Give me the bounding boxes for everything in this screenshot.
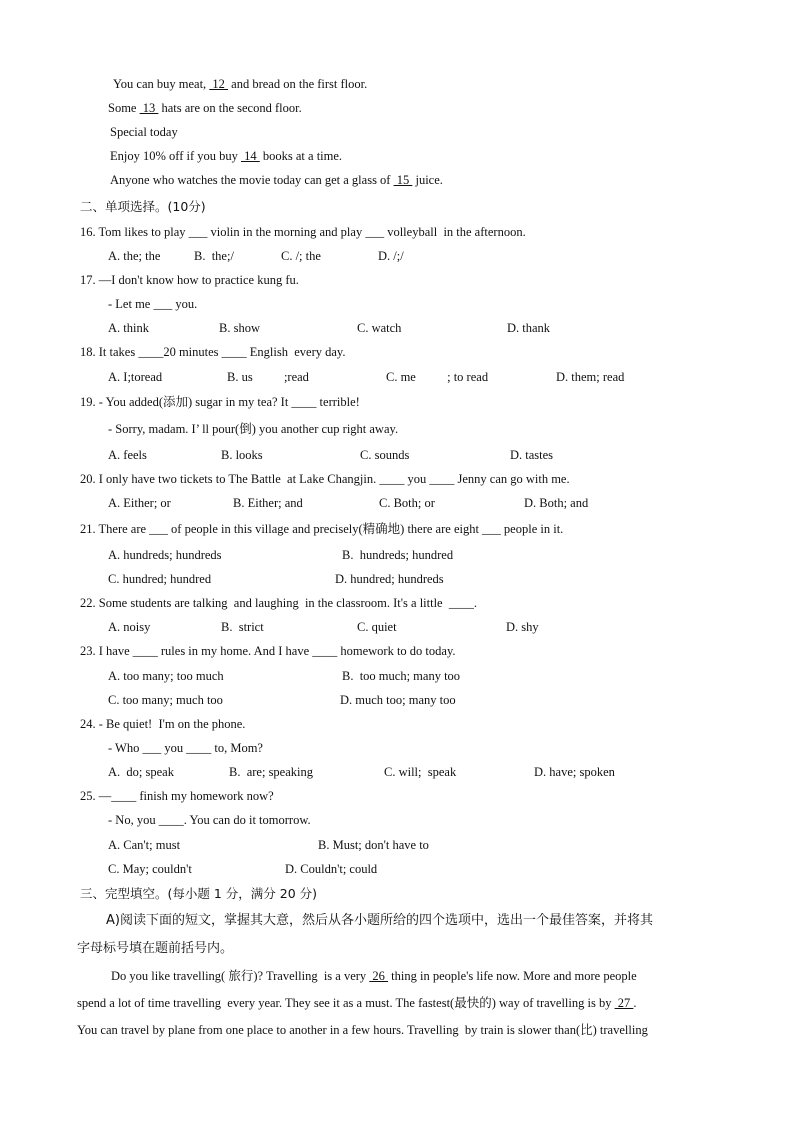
- q20-option-a: A. Either; or: [108, 496, 171, 510]
- q25-option-b: B. Must; don't have to: [318, 838, 429, 852]
- notice-line-5: [110, 172, 443, 188]
- text: thing in people's life now. More and more people: [388, 969, 637, 983]
- blank-13: 13: [139, 101, 159, 115]
- notice-line-1: [113, 76, 367, 92]
- text: juice.: [412, 173, 443, 187]
- q25-option-c: C. May; couldn't: [108, 862, 192, 876]
- q25-stem-2: - No, you ____. You can do it tomorrow.: [108, 813, 311, 827]
- q20-stem: 20. I only have two tickets to The Battle at Lake Changjin. ____ you ____ Jenny can go with me.: [80, 472, 570, 486]
- q23-option-d: D. much too; many too: [340, 693, 456, 707]
- q18-option-c: C. me ; to read: [386, 370, 489, 384]
- text: Do you like travelling( 旅行)? Travelling is a very: [111, 969, 370, 983]
- blank-14: 14: [241, 149, 260, 163]
- q23-option-c: C. too many; much too: [108, 693, 223, 707]
- q18-option-d: D. them; read: [556, 370, 625, 384]
- q16-option-a: A. the; the: [108, 249, 161, 263]
- q19-stem-2: - Sorry, madam. I’ ll pour(倒) you another cup right away.: [108, 422, 399, 436]
- notice-line-4: [110, 148, 342, 164]
- passage-line-2: [77, 995, 636, 1011]
- q23-option-b: B. too much; many too: [342, 669, 461, 683]
- q20-option-c: C. Both; or: [379, 496, 435, 510]
- q19-stem: 19. - You added(添加) sugar in my tea? It ____ terrible!: [80, 395, 360, 409]
- q22-option-a: A. noisy: [108, 620, 151, 634]
- q20-option-d: D. Both; and: [524, 496, 589, 510]
- q17-stem-2: - Let me ___ you.: [108, 297, 198, 311]
- section-3-instruction-2: 字母标号填在题前括号内。: [77, 941, 234, 956]
- q16-stem: 16. Tom likes to play ___ violin in the morning and play ___ volleyball in the afternoon.: [80, 225, 526, 239]
- text: books at a time.: [259, 149, 343, 163]
- q18-option-a: A. I;toread: [108, 370, 163, 384]
- blank-12: 12: [209, 77, 229, 91]
- q23-stem: 23. I have ____ rules in my home. And I have ____ homework to do today.: [80, 644, 456, 658]
- q18-stem: 18. It takes ____20 minutes ____ English every day.: [80, 345, 346, 359]
- q19-option-d: D. tastes: [510, 448, 554, 462]
- text: Anyone who watches the movie today can get a glass of: [110, 173, 394, 187]
- q17-option-c: C. watch: [357, 321, 402, 335]
- q22-option-d: D. shy: [506, 620, 539, 634]
- text: and bread on the first floor.: [228, 77, 368, 91]
- text: .: [633, 996, 637, 1010]
- q24-option-c: C. will; speak: [384, 765, 457, 779]
- q18-option-b: B. us ;read: [227, 370, 309, 384]
- q19-option-c: C. sounds: [360, 448, 410, 462]
- passage-line-3: You can travel by plane from one place to another in a few hours. Travelling by train is slower than(比) travelling: [77, 1023, 648, 1037]
- q17-option-b: B. show: [219, 321, 260, 335]
- section-2-heading: 二、单项选择。(10分): [80, 199, 206, 214]
- q25-option-a: A. Can't; must: [108, 838, 181, 852]
- q19-option-a: A. feels: [108, 448, 147, 462]
- blank-26: 26: [369, 969, 389, 983]
- text: spend a lot of time travelling every year. They see it as a must. The fastest(最快的) way of travelling is by: [77, 996, 615, 1010]
- q24-option-d: D. have; spoken: [534, 765, 615, 779]
- q17-option-d: D. thank: [507, 321, 551, 335]
- blank-27: 27: [614, 996, 634, 1010]
- text: hats are on the second floor.: [158, 101, 302, 115]
- q16-option-c: C. /; the: [281, 249, 321, 263]
- q17-option-a: A. think: [108, 321, 149, 335]
- q25-stem: 25. —____ finish my homework now?: [80, 789, 274, 803]
- q24-stem: 24. - Be quiet! I'm on the phone.: [80, 717, 246, 731]
- q19-option-b: B. looks: [221, 448, 263, 462]
- q21-option-b: B. hundreds; hundred: [342, 548, 454, 562]
- text: Some: [108, 101, 140, 115]
- notice-line-3: Special today: [110, 125, 178, 139]
- q16-option-b: B. the;/: [194, 249, 234, 263]
- text: Enjoy 10% off if you buy: [110, 149, 242, 163]
- q17-stem: 17. —I don't know how to practice kung fu.: [80, 273, 299, 287]
- blank-15: 15: [393, 173, 413, 187]
- q24-option-a: A. do; speak: [108, 765, 174, 779]
- q22-option-b: B. strict: [221, 620, 264, 634]
- q21-option-c: C. hundred; hundred: [108, 572, 212, 586]
- passage-line-1: [111, 968, 637, 984]
- q21-stem: 21. There are ___ of people in this village and precisely(精确地) there are eight ___ people in it.: [80, 522, 564, 536]
- q16-option-d: D. /;/: [378, 249, 404, 263]
- q21-option-a: A. hundreds; hundreds: [108, 548, 222, 562]
- section-3-heading: 三、完型填空。(每小题 1 分，满分 20 分): [80, 886, 318, 901]
- q20-option-b: B. Either; and: [233, 496, 303, 510]
- notice-line-2: [108, 100, 302, 116]
- q22-stem: 22. Some students are talking and laughing in the classroom. It's a little ____.: [80, 596, 477, 610]
- q25-option-d: D. Couldn't; could: [285, 862, 378, 876]
- q24-stem-2: - Who ___ you ____ to, Mom?: [108, 741, 263, 755]
- q22-option-c: C. quiet: [357, 620, 397, 634]
- q23-option-a: A. too many; too much: [108, 669, 224, 683]
- text: You can buy meat,: [113, 77, 210, 91]
- q21-option-d: D. hundred; hundreds: [335, 572, 444, 586]
- q24-option-b: B. are; speaking: [229, 765, 314, 779]
- section-3-instruction-1: A)阅读下面的短文，掌握其大意，然后从各小题所给的四个选项中，选出一个最佳答案，并将其: [106, 913, 653, 928]
